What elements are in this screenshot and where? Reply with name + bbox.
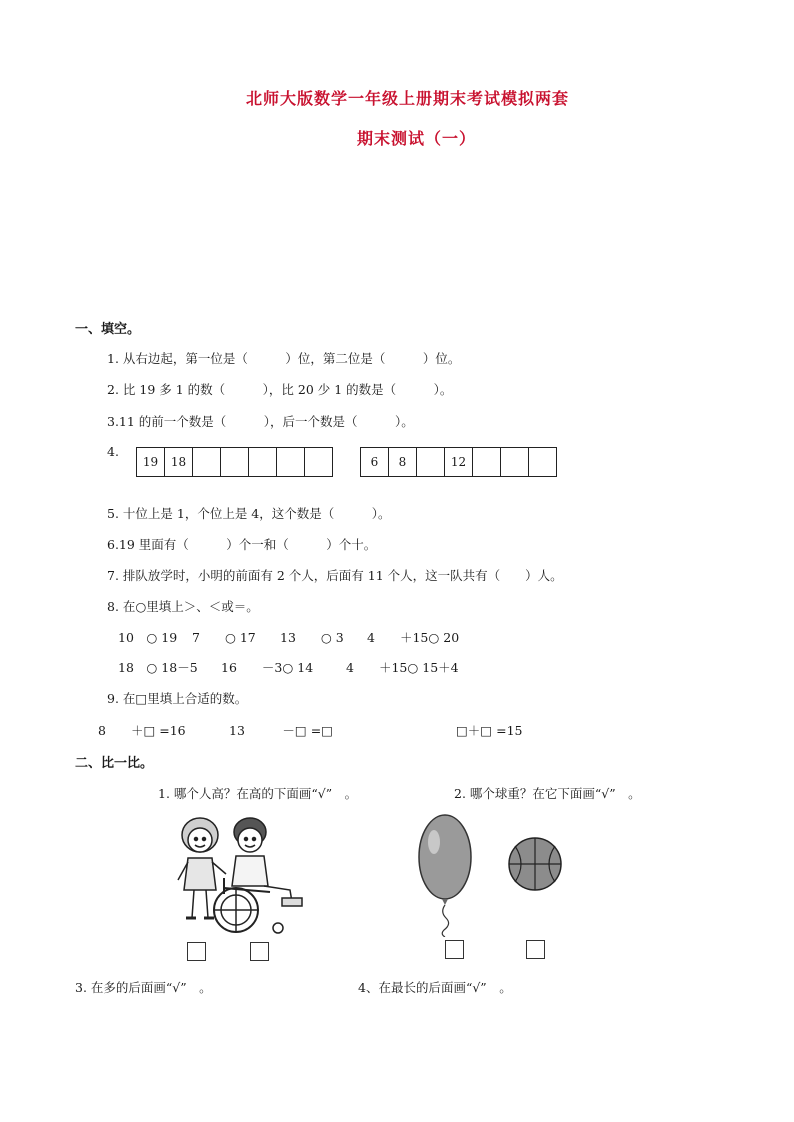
children-illustration-icon — [170, 810, 310, 945]
question-1-1: 1. 从右边起，第一位是（ ）位，第二位是（ ）位。 — [107, 351, 461, 366]
question-2-3: 3. 在多的后面画“√” 。 — [75, 980, 212, 995]
compare-item: 10 ○ 19 — [118, 630, 178, 645]
compare-item: 13 ○ 3 — [280, 630, 344, 645]
document-title: 北师大版数学一年级上册期末考试模拟两套 — [246, 89, 570, 108]
document-subtitle: 期末测试（一） — [357, 129, 477, 148]
question-2-1: 1. 哪个人高？在高的下面画“√” 。 — [158, 786, 358, 801]
section-1-heading: 一、填空。 — [75, 322, 141, 337]
question-1-3: 3.11 的前一个数是（ ），后一个数是（ ）。 — [107, 414, 414, 429]
grid-cell — [417, 448, 445, 477]
question-1-9: 9. 在□里填上合适的数。 — [107, 691, 248, 706]
grid-cell — [277, 448, 305, 477]
grid-cell — [473, 448, 501, 477]
question-1-8: 8. 在○里填上＞、＜或＝。 — [107, 599, 259, 614]
grid-cell: 18 — [165, 448, 193, 477]
checkbox-icon[interactable] — [526, 940, 545, 959]
compare-item: 4 ＋15○ 15＋4 — [346, 660, 459, 675]
question-1-7: 7. 排队放学时，小明的前面有 2 个人，后面有 11 个人，这一队共有（ ）人。 — [107, 568, 563, 583]
question-1-6: 6.19 里面有（ ）个一和（ ）个十。 — [107, 537, 377, 552]
grid-cell — [249, 448, 277, 477]
fill-item: 13 －□ =□ — [229, 723, 333, 738]
grid-cell: 19 — [137, 448, 165, 477]
number-grid-right — [360, 447, 557, 477]
number-grid-left — [136, 447, 333, 477]
fill-item: 8 ＋□ =16 — [98, 723, 186, 738]
balloon-icon — [410, 812, 480, 937]
question-2-2: 2. 哪个球重？在它下面画“√” 。 — [454, 786, 641, 801]
grid-cell: 12 — [445, 448, 473, 477]
compare-item: 7 ○ 17 — [192, 630, 256, 645]
section-2-heading: 二、比一比。 — [75, 756, 154, 771]
grid-cell: 8 — [389, 448, 417, 477]
question-1-4-label: 4. — [107, 444, 119, 459]
compare-item: 18 ○ 18－5 — [118, 660, 198, 675]
question-1-5: 5. 十位上是 1，个位上是 4，这个数是（ ）。 — [107, 506, 391, 521]
compare-item: 16 －3○ 14 — [221, 660, 314, 675]
basketball-icon — [507, 836, 563, 892]
grid-cell — [501, 448, 529, 477]
grid-cell — [529, 448, 557, 477]
checkbox-icon[interactable] — [187, 942, 206, 961]
grid-cell — [221, 448, 249, 477]
question-2-4: 4、在最长的后面画“√” 。 — [358, 980, 512, 995]
fill-item: □＋□ =15 — [456, 723, 523, 738]
checkbox-icon[interactable] — [250, 942, 269, 961]
grid-cell — [305, 448, 333, 477]
compare-item: 4 ＋15○ 20 — [367, 630, 460, 645]
grid-cell — [193, 448, 221, 477]
grid-cell: 6 — [361, 448, 389, 477]
question-1-2: 2. 比 19 多 1 的数（ ），比 20 少 1 的数是（ ）。 — [107, 382, 453, 397]
checkbox-icon[interactable] — [445, 940, 464, 959]
